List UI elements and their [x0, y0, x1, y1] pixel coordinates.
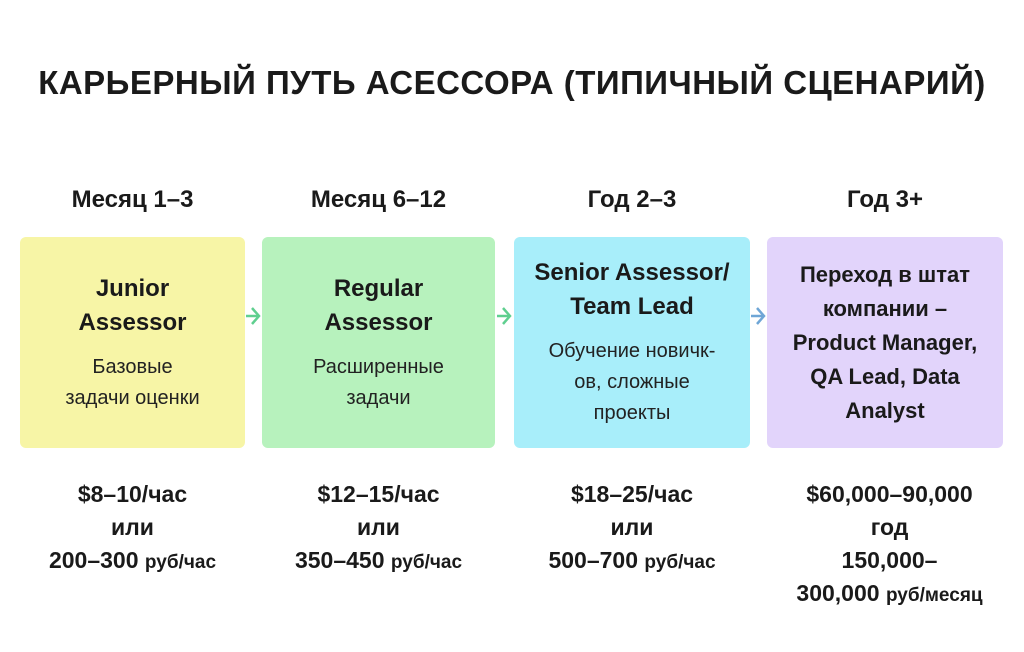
stage-4-text-line1: Переход в штат: [799, 261, 971, 287]
stage-4-pay-line2: год: [870, 514, 909, 540]
stage-4-pay-line1: $60,000–90,000: [806, 481, 973, 507]
stage-1-pay-line2: или: [111, 514, 154, 540]
stage-4-pay-rub-unit: руб/месяц: [885, 585, 983, 606]
stage-4-card: [767, 237, 1003, 448]
stage-1-pay-rub-range: 200–300: [48, 547, 139, 573]
stage-3-pay-line2: или: [610, 514, 654, 540]
stage-3-desc-line2: ов, сложные: [574, 371, 690, 393]
diagram-title: КАРЬЕРНЫЙ ПУТЬ АСЕССОРА (ТИПИЧНЫЙ СЦЕНАРИЙ): [38, 64, 986, 101]
stage-2-role-line1: Regular: [333, 274, 424, 302]
stage-1-period: Месяц 1–3: [71, 186, 194, 213]
stage-2-role-line2: Assessor: [324, 308, 433, 336]
arrow-right-icon: [245, 303, 261, 329]
stage-4-pay: [767, 478, 1012, 612]
stage-2-description: [313, 352, 444, 414]
stage-2-pay-line2: или: [357, 514, 400, 540]
stage-1-pay-line3: [20, 544, 245, 579]
stage-2-card: [262, 237, 495, 448]
stage-1-description: [65, 352, 199, 414]
stage-1-pay: [20, 478, 245, 579]
stage-4-pay-rub-range: 300,000: [796, 580, 880, 606]
stage-3-card: [514, 237, 750, 448]
stage-1-card: [20, 237, 245, 448]
stage-1-desc-line1: Базовые: [92, 355, 173, 378]
stage-3-pay: [514, 478, 750, 579]
stage-4-text-line4: QA Lead, Data: [810, 363, 960, 389]
stage-2-pay-line3: [262, 544, 495, 579]
stage-2-pay: [262, 478, 495, 579]
stage-1-pay-rub-unit: руб/час: [144, 552, 217, 573]
stage-1-role-line1: Junior: [95, 274, 170, 302]
stage-3-role-line1: Senior Assessor/: [534, 259, 730, 286]
stage-1-pay-line1: $8–10/час: [77, 481, 188, 507]
stage-3-description: [549, 336, 716, 429]
stage-2-pay-rub-range: 350–450: [294, 547, 385, 573]
stage-2-desc-line1: Расширенные: [313, 355, 444, 378]
stage-3-pay-rub-unit: руб/час: [644, 552, 716, 573]
stage-1-role-line2: Assessor: [78, 308, 187, 336]
stage-2-pay-rub-unit: руб/час: [390, 552, 463, 573]
stage-4-text-line3: Product Manager,: [792, 329, 978, 355]
stage-2-desc-line2: задачи: [346, 386, 411, 409]
stage-3-period: Год 2–3: [587, 186, 677, 213]
stage-3-pay-line3: [514, 544, 750, 579]
stage-3-desc-line3: проекты: [593, 402, 671, 424]
stage-4-pay-line4: [767, 577, 1012, 612]
stage-3-desc-line1: Обучение новичк-: [548, 340, 716, 362]
stage-2-pay-line1: $12–15/час: [317, 481, 440, 507]
stage-3-pay-line1: $18–25/час: [570, 481, 694, 507]
arrow-right-icon: [496, 303, 512, 329]
arrow-right-icon: [750, 303, 766, 329]
stage-2-period: Месяц 6–12: [310, 186, 447, 213]
stage-4-text-line2: компании –: [822, 295, 948, 321]
stage-4-pay-line3: 150,000–: [841, 547, 938, 573]
stage-3-pay-rub-range: 500–700: [548, 547, 639, 573]
stage-4-period: Год 3+: [846, 186, 924, 213]
stage-4-text-line5: Analyst: [845, 397, 925, 423]
stage-3-role-line2: Team Lead: [570, 293, 694, 320]
stage-1-desc-line2: задачи оценки: [65, 386, 200, 409]
